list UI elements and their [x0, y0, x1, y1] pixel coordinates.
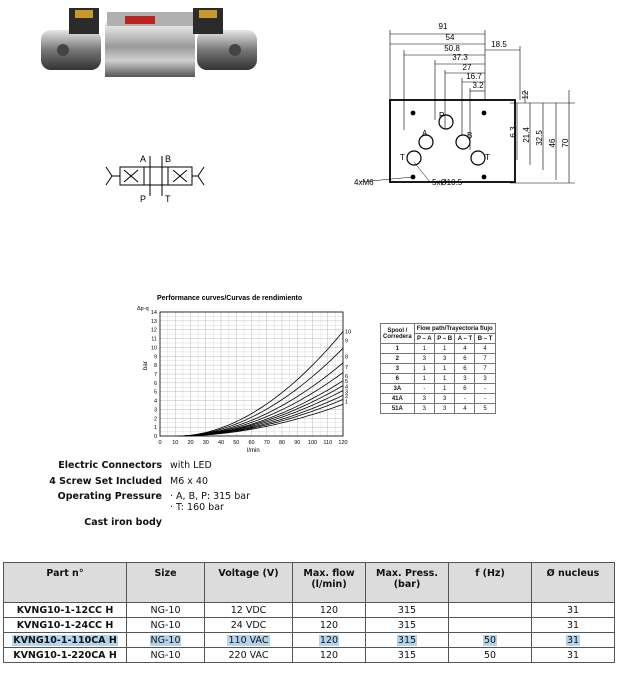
- table-cell: [449, 633, 532, 648]
- y-tick-label: 14: [150, 310, 157, 316]
- flow-cell: 7: [475, 364, 495, 374]
- cell-text: NG-10: [150, 604, 181, 616]
- x-tick-label: 80: [278, 440, 286, 446]
- hydraulic-valve-symbol: [100, 152, 210, 204]
- table-cell: [449, 648, 532, 663]
- table-cell: [449, 618, 532, 633]
- table-cell: [366, 633, 449, 648]
- flow-cell: -: [475, 394, 495, 404]
- flow-cell: 3: [414, 394, 434, 404]
- table-cell: [366, 618, 449, 633]
- cell-text: 31: [566, 619, 580, 631]
- flow-sub-head: B – T: [475, 334, 495, 344]
- flow-cell: 3: [414, 404, 434, 414]
- flow-cell: 1: [414, 374, 434, 384]
- x-tick-label: 20: [187, 440, 194, 446]
- flow-cell: 3: [455, 374, 475, 384]
- port-a-label: A: [422, 129, 428, 138]
- cell-text: NG-10: [150, 619, 181, 631]
- spec-label-pressure: Operating Pressure: [57, 491, 162, 502]
- cell-text: 315: [397, 634, 417, 646]
- dim-3-2: 3.2: [472, 81, 484, 90]
- table-cell: [205, 603, 293, 618]
- cell-text: 50: [483, 634, 497, 646]
- flow-cell: 4: [455, 344, 475, 354]
- y-tick-label: 7: [153, 372, 157, 378]
- curve-label: 2: [345, 394, 349, 401]
- x-tick-label: 60: [248, 440, 255, 446]
- table-cell: [532, 603, 615, 618]
- cell-text: NG-10: [150, 649, 181, 661]
- table-cell: [4, 633, 127, 648]
- col-part-number: Part n°: [4, 563, 127, 603]
- x-tick-label: 100: [307, 440, 318, 446]
- table-cell: [4, 603, 127, 618]
- table-row[interactable]: [4, 648, 615, 663]
- curve-label: 1: [345, 399, 349, 406]
- cell-text: 12 VDC: [230, 604, 267, 616]
- curve-4: [178, 391, 343, 437]
- symbol-p-label: P: [140, 194, 147, 204]
- cell-text: KVNG10-1-12CC H: [16, 604, 114, 616]
- cell-text: KVNG10-1-24CC H: [16, 619, 114, 631]
- x-tick-label: 90: [294, 440, 301, 446]
- col-max-flow: Max. flow (l/min): [293, 563, 366, 603]
- y-tick-label: 4: [153, 398, 157, 405]
- col-nucleus: Ø nucleus: [532, 563, 615, 603]
- flow-cell: 6: [455, 384, 475, 394]
- cell-text: 220 VAC: [228, 649, 269, 661]
- spec-value-screws: M6 x 40: [170, 476, 208, 487]
- flow-cell: 7: [475, 354, 495, 364]
- flow-cell: 4: [455, 404, 475, 414]
- table-cell: [366, 603, 449, 618]
- flow-cell: 3: [434, 394, 454, 404]
- cell-text: KVNG10-1-220CA H: [13, 649, 117, 661]
- performance-curves-chart: [135, 292, 355, 457]
- cell-text: 110 VAC: [228, 634, 269, 646]
- table-cell: [205, 618, 293, 633]
- table-cell: [293, 648, 366, 663]
- dim-6-3: 6.3: [509, 126, 518, 138]
- y-tick-label: 12: [150, 327, 157, 334]
- dim-46: 46: [548, 138, 557, 148]
- spool-id-cell: 51A: [381, 404, 415, 414]
- spec-value-pressure-t: · T: 160 bar: [170, 502, 224, 513]
- chart-y-axis-label: bar: [143, 361, 149, 370]
- x-tick-label: 110: [323, 440, 333, 446]
- spool-row: [381, 384, 496, 394]
- cell-text: 50: [483, 649, 497, 661]
- flow-cell: 3: [414, 354, 434, 364]
- flow-cell: 1: [434, 374, 454, 384]
- spool-row: [381, 354, 496, 364]
- spool-id-cell: 6: [381, 374, 415, 384]
- y-tick-label: 10: [150, 345, 157, 352]
- flow-cell: 1: [434, 344, 454, 354]
- x-tick-label: 120: [338, 440, 348, 446]
- curve-label: 6: [345, 373, 349, 380]
- flow-cell: 3: [434, 354, 454, 364]
- spec-label-screws: 4 Screw Set Included: [49, 476, 162, 487]
- spool-head: Spool / Corredera: [381, 324, 415, 344]
- col-max-press: Max. Press. (bar): [366, 563, 449, 603]
- flow-sub-head: A – T: [455, 334, 475, 344]
- table-cell: [127, 633, 205, 648]
- flow-sub-head: P – B: [434, 334, 454, 344]
- spool-flow-table: [380, 323, 496, 414]
- flow-cell: -: [414, 384, 434, 394]
- chart-y-top-label: Δp-q: [137, 306, 149, 312]
- y-tick-label: 6: [153, 380, 157, 387]
- y-tick-label: 1: [153, 425, 157, 432]
- table-cell: [449, 603, 532, 618]
- curve-label: 8: [345, 354, 349, 361]
- y-tick-label: 11: [151, 336, 157, 343]
- symbol-a-label: A: [140, 154, 147, 164]
- table-cell: [4, 648, 127, 663]
- y-tick-label: 0: [153, 434, 157, 440]
- table-cell: [532, 633, 615, 648]
- spool-row: [381, 364, 496, 374]
- dim-12: 12: [521, 90, 530, 100]
- table-cell: [127, 648, 205, 663]
- curve-label: 9: [345, 338, 349, 345]
- cell-text: 31: [566, 634, 580, 646]
- flow-sub-head: P – A: [414, 334, 434, 344]
- table-row[interactable]: [4, 603, 615, 618]
- dim-70: 70: [561, 138, 570, 148]
- x-tick-label: 70: [263, 440, 270, 446]
- spool-id-cell: 2: [381, 354, 415, 364]
- spool-id-cell: 1: [381, 344, 415, 354]
- col-frequency: f (Hz): [449, 563, 532, 603]
- curve-label: 3: [345, 389, 349, 396]
- col-size: Size: [127, 563, 205, 603]
- spec-label-connectors: Electric Connectors: [58, 460, 162, 471]
- cell-text: 315: [397, 649, 417, 661]
- curve-label: 4: [345, 384, 349, 391]
- flow-cell: 1: [414, 364, 434, 374]
- dim-16-7: 16.7: [466, 72, 482, 81]
- port-p-label: P: [439, 111, 445, 120]
- x-tick-label: 50: [233, 440, 240, 446]
- flow-cell: 1: [414, 344, 434, 354]
- dim-27: 27: [462, 63, 472, 72]
- flow-cell: 1: [434, 364, 454, 374]
- dim-91: 91: [438, 22, 448, 31]
- col-voltage: Voltage (V): [205, 563, 293, 603]
- cell-text: 31: [566, 649, 580, 661]
- spec-value-pressure-abp: · A, B, P: 315 bar: [170, 491, 250, 502]
- x-tick-label: 0: [158, 440, 162, 446]
- valve-product-photo: [35, 0, 265, 85]
- port-b-label: B: [467, 131, 473, 140]
- cell-text: 120: [319, 634, 339, 646]
- y-tick-label: 8: [153, 363, 157, 370]
- dim-50-8: 50.8: [444, 44, 460, 53]
- cell-text: KVNG10-1-110CA H: [13, 634, 117, 646]
- table-cell: [366, 648, 449, 663]
- x-tick-label: 10: [172, 440, 179, 446]
- spool-id-cell: 41A: [381, 394, 415, 404]
- flow-head: Flow path/Trayectoria flujo: [414, 324, 495, 334]
- table-cell: [127, 618, 205, 633]
- spool-row: [381, 374, 496, 384]
- y-tick-label: 5: [153, 389, 157, 396]
- port-t2-label: T: [485, 153, 490, 162]
- y-tick-label: 13: [150, 318, 157, 325]
- curve-label: 5: [345, 379, 349, 386]
- flow-cell: 3: [475, 374, 495, 384]
- mounting-dimension-drawing: [350, 10, 590, 210]
- flow-cell: -: [455, 394, 475, 404]
- cell-text: 315: [397, 604, 417, 616]
- holes-label: 5xØ10.5: [432, 178, 463, 187]
- dim-21-4: 21.4: [522, 127, 531, 143]
- spec-value-connectors: with LED: [170, 460, 212, 471]
- spool-row: [381, 394, 496, 404]
- cell-text: 120: [319, 604, 339, 616]
- y-tick-label: 3: [153, 407, 157, 414]
- flow-cell: 3: [434, 404, 454, 414]
- table-cell: [532, 648, 615, 663]
- flow-cell: 1: [434, 384, 454, 394]
- curve-label: 7: [345, 364, 349, 371]
- table-row[interactable]: [4, 618, 615, 633]
- table-row[interactable]: [4, 633, 615, 648]
- dim-32-5: 32.5: [535, 130, 544, 146]
- cell-text: 24 VDC: [230, 619, 267, 631]
- dim-18-5: 18.5: [491, 40, 507, 49]
- symbol-t-label: T: [165, 194, 171, 204]
- cell-text: 315: [397, 619, 417, 631]
- cell-text: 120: [319, 649, 339, 661]
- flow-cell: -: [475, 384, 495, 394]
- spool-id-cell: 3A: [381, 384, 415, 394]
- symbol-b-label: B: [165, 154, 172, 164]
- curve-10: [178, 332, 343, 437]
- spool-id-cell: 3: [381, 364, 415, 374]
- dim-37-3: 37.3: [452, 53, 468, 62]
- y-tick-label: 2: [153, 416, 157, 423]
- dim-54: 54: [445, 33, 455, 42]
- curve-label: 10: [345, 329, 352, 336]
- flow-cell: 5: [475, 404, 495, 414]
- chart-title: Performance curves/Curvas de rendimiento: [157, 295, 303, 302]
- cell-text: NG-10: [150, 634, 181, 646]
- flow-cell: 6: [455, 354, 475, 364]
- port-t1-label: T: [400, 153, 405, 162]
- table-cell: [293, 603, 366, 618]
- cell-text: 31: [566, 604, 580, 616]
- chart-x-axis-label: l/min: [247, 448, 260, 454]
- curve-3: [178, 395, 343, 436]
- cell-text: 120: [319, 619, 339, 631]
- table-cell: [205, 633, 293, 648]
- x-tick-label: 40: [217, 440, 225, 446]
- table-cell: [293, 618, 366, 633]
- table-cell: [293, 633, 366, 648]
- table-cell: [4, 618, 127, 633]
- flow-cell: 6: [455, 364, 475, 374]
- spool-row: [381, 344, 496, 354]
- curve-5: [178, 386, 343, 436]
- spec-label-body: Cast iron body: [84, 517, 162, 528]
- table-cell: [127, 603, 205, 618]
- screws-label: 4xM6: [354, 178, 374, 187]
- spool-row: [381, 404, 496, 414]
- parts-table: [3, 562, 615, 663]
- x-tick-label: 30: [202, 440, 209, 446]
- table-cell: [532, 618, 615, 633]
- flow-cell: 4: [475, 344, 495, 354]
- table-cell: [205, 648, 293, 663]
- y-tick-label: 9: [153, 354, 157, 361]
